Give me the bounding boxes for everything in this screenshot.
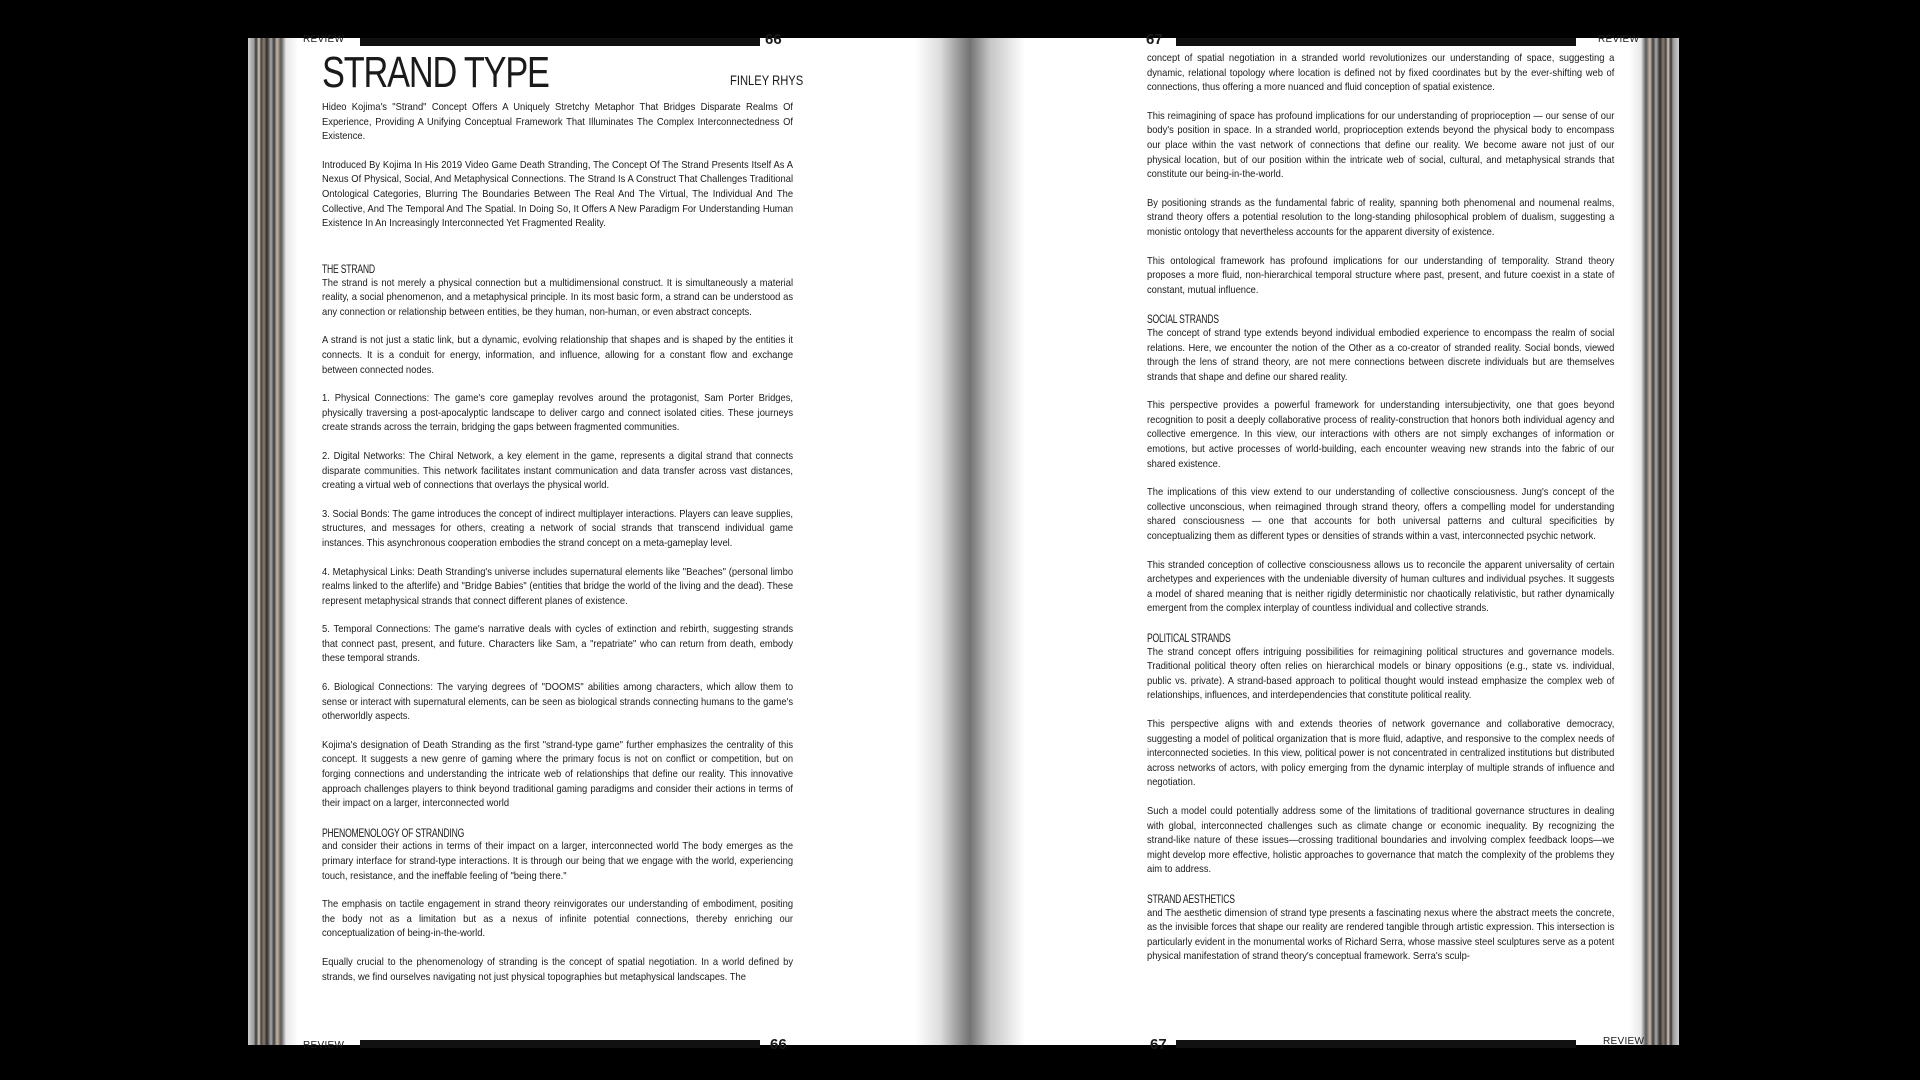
article-title: STRAND TYPE <box>322 48 549 97</box>
page-number-left-top: 66 <box>765 31 782 48</box>
intro-paragraph: Hideo Kojima's "Strand" Concept Offers A Uniquely Stretchy Metaphor That Bridges Disparate Realms Of Experience, Providing A Unifying Conceptual Framework That Illuminates The Complex Interconnectedness Of Existence. <box>322 102 794 143</box>
body-paragraph: This perspective aligns with and extends theories of network governance and collaborative democracy, suggesting a model of political organization that is more fluid, adaptive, and responsive to the complex needs of interconnected societies. In this view, political power is not concentrated in centralized institutions but distributed across networks of actors, with policy emerging from the dynamic interplay of multiple strands of influence and negotiation. <box>1147 718 1615 789</box>
section-heading-phenomenology: PHENOMENOLOGY OF STRANDING <box>322 825 465 840</box>
body-paragraph: The implications of this view extend to our understanding of collective consciousness. Jung's concept of the collective unconscious, when reimagined through strand theory, offers a compelling model for understanding shared consciousness — one that accounts for both universal patterns and cultural specificities by conceptualizing them as different types or densities of strands within a vast, interconnected psychic network. <box>1147 487 1615 543</box>
body-paragraph: By positioning strands as the fundamental fabric of reality, spanning both phenomenal and noumenal realms, strand theory offers a potential resolution to the long-standing philosophical problem of dualism, suggesting a monistic ontology that nevertheless accounts for the apparent diversity of existence. <box>1147 197 1615 238</box>
running-head-right: REVIEW <box>1598 34 1640 45</box>
running-foot-left: REVIEW <box>303 1040 345 1051</box>
running-foot-right: REVIEW <box>1603 1036 1645 1047</box>
left-intro <box>322 101 793 246</box>
body-paragraph: The strand is not merely a physical connection but a multidimensional construct. It is simultaneously a material reality, a social phenomenon, and a metaphysical principle. In its most basic form, a strand can be understood as any connection or relationship between entities, be they human, non-human, or even abstract concepts. <box>322 277 794 318</box>
body-paragraph: Kojima's designation of Death Stranding as the first "strand-type game" further emphasizes the centrality of this concept. It suggests a new genre of gaming where the primary focus is not on conflict or competition, but on forging connections and understanding the intricate web of relationships that define our reality. This innovative approach challenges players to think beyond traditional gaming paradigms and consider their actions in terms of their impact on a larger, interconnected world <box>322 739 794 810</box>
section-heading-social-strands: SOCIAL STRANDS <box>1147 312 1219 327</box>
top-rule-left <box>360 38 760 46</box>
body-paragraph: and consider their actions in terms of their impact on a larger, interconnected world The body emerges as the primary interface for strand-type interactions. It is through our being that we engage with the world, experiencing touch, resistance, and the ineffable feeling of "being there." <box>322 841 794 882</box>
bottom-rule-right <box>1176 1040 1576 1048</box>
bottom-rule-left <box>360 1040 760 1048</box>
page-number-right-bottom: 67 <box>1150 1036 1167 1053</box>
body-paragraph: A strand is not just a static link, but a dynamic, evolving relationship that shapes and is shaped by the entities it connects. It is a conduit for energy, information, and influence, allowing for a constant flow and exchange between connected nodes. <box>322 335 794 376</box>
page-edge-left <box>248 38 298 1045</box>
section-heading-the-strand: THE STRAND <box>322 262 375 276</box>
body-paragraph: 2. Digital Networks: The Chiral Network, a key element in the game, represents a digital strand that connects disparate communities. This network facilitates instant communication and data transfer across vast distances, creating a virtual web of connections that overlays the physical world. <box>322 450 794 492</box>
body-paragraph: 4. Metaphysical Links: Death Stranding's universe includes supernatural elements like "Beaches" (personal limbo realms linked to the afterlife) and "Bridge Babies" (entities that bridge the world of the living and the dead). These represent metaphysical strands that connect different planes of existence. <box>322 566 794 607</box>
left-body <box>322 252 793 999</box>
page-number-right-top: 67 <box>1146 31 1163 48</box>
body-paragraph: This stranded conception of collective consciousness allows us to reconcile the apparent universality of certain archetypes and experiences with the undeniable diversity of human cultures and individual psyches. It suggests a model of shared meaning that is neither rigidly deterministic nor chaotically relativistic, but rather dynamically emergent from the complex interplay of countless individual and collective strands. <box>1147 559 1615 615</box>
body-paragraph: The concept of strand type extends beyond individual embodied experience to encompass the realm of social relations. Here, we encounter the notion of the Other as a co-creator of stranded reality. Social bonds, viewed through the lens of strand theory, are not mere connections between discrete individuals but are themselves strands that shape and define our shared reality. <box>1147 327 1615 383</box>
body-paragraph: The strand concept offers intriguing possibilities for reimagining political structures and governance models. Traditional political theory often relies on hierarchical models or binary oppositions (e.g., state vs. individual, public vs. private). A strand-based approach to political thought would instead emphasize the complex web of relationships, influences, and interdependencies that constitute political reality. <box>1147 646 1615 702</box>
body-paragraph: and The aesthetic dimension of strand type presents a fascinating nexus where the abstract meets the concrete, as the invisible forces that shape our reality are rendered tangible through artistic expression. This intersection is particularly evident in the monumental works of Richard Serra, whose massive steel sculptures serve as a potent physical manifestation of strand theory's conceptual framework. Serra's sculp- <box>1147 907 1615 963</box>
body-paragraph: concept of spatial negotiation in a stranded world revolutionizes our understanding of space, suggesting a dynamic, relational topology where location is defined not by fixed coordinates but by the ever-shifting web of connections, thus offering a more nuanced and fluid conception of spatial existence. <box>1147 53 1615 94</box>
section-heading-political-strands: POLITICAL STRANDS <box>1147 631 1231 645</box>
body-paragraph: This ontological framework has profound implications for our understanding of temporality. Strand theory proposes a more fluid, non-hierarchical temporal structure where past, present, and future coexist in a state of constant, mutual influence. <box>1147 255 1615 296</box>
body-paragraph: The emphasis on tactile engagement in strand theory reinvigorates our understanding of embodiment, positing the body not as a limitation but as a nexus of infinite potential connections, thereby enriching our conceptualization of being-in-the-world. <box>322 899 794 940</box>
section-heading-strand-aesthetics: STRAND AESTHETICS <box>1147 891 1235 906</box>
body-paragraph: This reimagining of space has profound implications for our understanding of proprioception — our sense of our body's position in space. In a stranded world, proprioception extends beyond the physical body to encompass our place within the vast network of connections that define our reality. We become aware not just of our physical location, but of our position within the intricate web of social, cultural, and metaphysical strands that constitute our being-in-the-world. <box>1147 110 1615 181</box>
running-head-left: REVIEW <box>303 34 345 45</box>
body-paragraph: Equally crucial to the phenomenology of stranding is the concept of spatial negotiation. In a world defined by strands, we find ourselves navigating not just physical topographies but metaphysical landscapes. The <box>322 956 794 983</box>
body-paragraph: This perspective provides a powerful framework for understanding intersubjectivity, one that goes beyond recognition to posit a deeply collaborative process of reality-construction that honors both individual agency and collective emergence. In this view, our interactions with others are not simply exchanges of information or emotions, but active processes of world-building, each encounter weaving new strands into the fabric of our shared existence. <box>1147 400 1615 470</box>
body-paragraph: 6. Biological Connections: The varying degrees of "DOOMS" abilities among characters, which allow them to sense or interact with supernatural elements, can be seen as biological strands connecting humans to the game's otherworldly aspects. <box>322 682 794 723</box>
body-paragraph: 5. Temporal Connections: The game's narrative deals with cycles of extinction and rebirth, suggesting strands that connect past, present, and future. Characters like Sam, a "repatriate" who can return from death, embody these temporal strands. <box>322 624 794 665</box>
intro-paragraph: Introduced By Kojima In His 2019 Video Game Death Stranding, The Concept Of The Strand Presents Itself As A Nexus Of Physical, Social, And Metaphysical Connections. The Strand Is A Construct That Challenges Traditional Ontological Categories, Blurring The Boundaries Between The Real And The Virtual, The Individual And The Collective, And The Temporal And The Spatial. In Doing So, It Offers A New Paradigm For Understanding Human Existence In An Increasingly Interconnected Yet Fragmented Reality. <box>322 159 794 230</box>
body-paragraph: Such a model could potentially address some of the limitations of traditional governance structures in dealing with global, interconnected challenges such as climate change or economic inequality. By recognizing the strand-like nature of these issues—crossing traditional boundaries and involving complex feedback loops—we might develop more effective, holistic approaches to governance that match the complexity of the problems they aim to address. <box>1147 805 1615 876</box>
book-gutter-shadow <box>915 38 1025 1045</box>
page-edge-right <box>1629 38 1679 1045</box>
body-paragraph: 3. Social Bonds: The game introduces the concept of indirect multiplayer interactions. Players can leave supplies, structures, and messages for others, creating a network of social strands that transcend individual game instances. This asynchronous cooperation embodies the strand concept on a meta-gameplay level. <box>322 508 794 549</box>
top-rule-right <box>1176 38 1576 46</box>
page-number-left-bottom: 66 <box>770 1036 787 1053</box>
body-paragraph: 1. Physical Connections: The game's core gameplay revolves around the protagonist, Sam Porter Bridges, physically traversing a post-apocalyptic landscape to deliver cargo and connect isolated cities. These journeys create strands across the terrain, bridging the gaps between fragmented communities. <box>322 393 794 434</box>
article-author: FINLEY RHYS <box>730 72 804 88</box>
right-body <box>1147 52 1614 979</box>
